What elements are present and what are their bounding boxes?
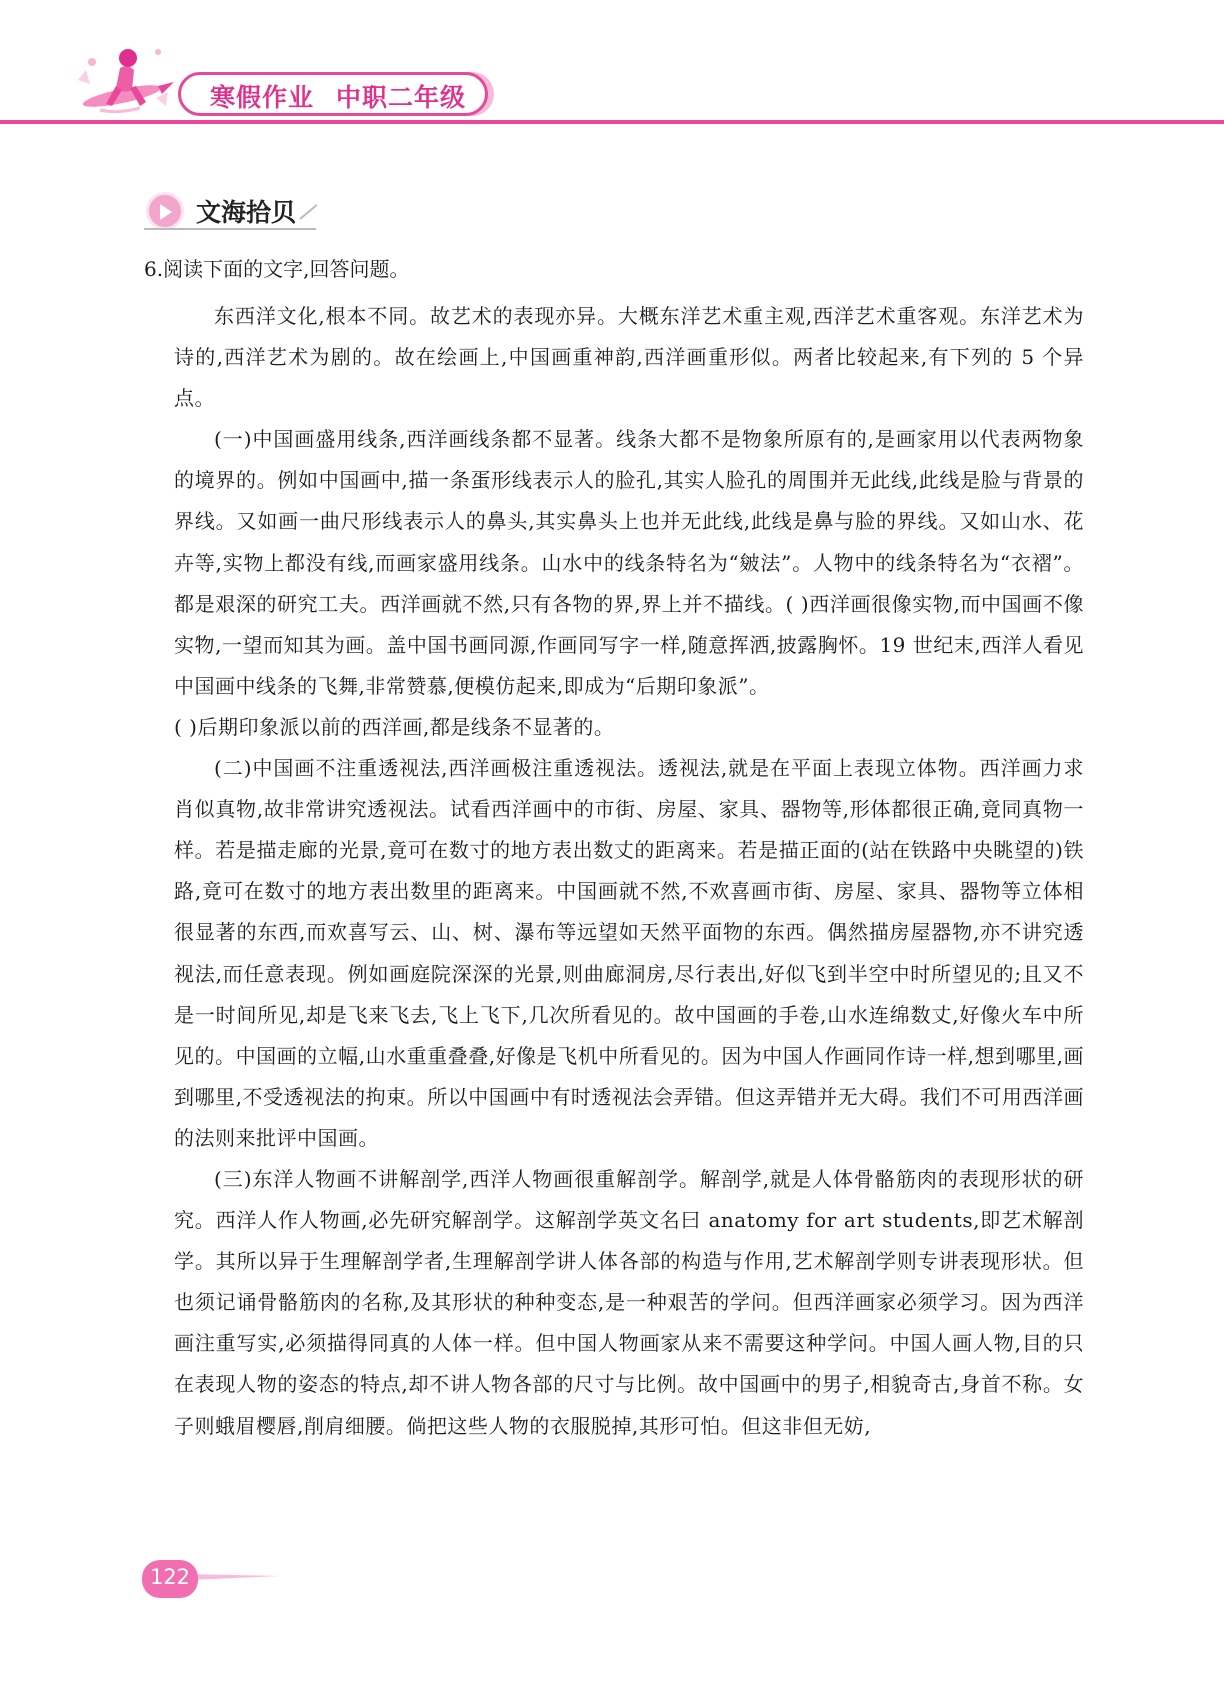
header-title xyxy=(210,78,466,114)
series-label: 寒假作业 xyxy=(210,83,315,112)
page-header xyxy=(0,0,1224,130)
article-paragraph: 东西洋文化,根本不同。故艺术的表现亦异。大概东洋艺术重主观,西洋艺术重客观。东洋艺术为诗的,西洋艺术为剧的。故在绘画上,中国画重神韵,西洋画重形似。两者比较起来,有下列的 5 个异点。 xyxy=(174,304,1084,411)
article-paragraph: ( )后期印象派以前的西洋画,都是线条不显著的。 xyxy=(174,714,615,739)
girl-on-pencil-logo-icon xyxy=(70,40,180,122)
article-paragraph: (三)东洋人物画不讲解剖学,西洋人物画很重解剖学。解剖学,就是人体骨骼筋肉的表现形状的研究。西洋人作人物画,必先研究解剖学。这解剖学英文名曰 anatomy for art students,即艺术解剖学。其所以异于生理解剖学者,生理解剖学讲人体各部的构造与作用,艺术解剖学则专讲表现形状。但也须记诵骨骼筋肉的名称,及其形状的种种变态,是一种艰苦的学问。但西洋画家必须学习。因为西洋画注重写实,必须描得同真的人体一样。但中国人物画家从来不需要这种学问。中国人画人物,目的只在表现人物的姿态的特点,却不讲人物各部的尺寸与比例。故中国画中的男子,相貌奇古,身首不称。女子则蛾眉樱唇,削肩细腰。倘把这些人物的衣服脱掉,其形可怕。但这非但无妨, xyxy=(174,1166,1084,1438)
page-number: 122 xyxy=(149,1565,191,1589)
grade-label: 中职二年级 xyxy=(336,83,467,112)
header-divider xyxy=(0,120,1224,124)
article-body xyxy=(174,296,1084,1447)
question-prompt: 6.阅读下面的文字,回答问题。 xyxy=(144,257,410,281)
section-underline-tail xyxy=(299,204,317,220)
page-number-tail xyxy=(190,1574,280,1580)
article-paragraph: (一)中国画盛用线条,西洋画线条都不显著。线条大都不是物象所原有的,是画家用以代表两物象的境界的。例如中国画中,描一条蛋形线表示人的脸孔,其实人脸孔的周围并无此线,此线是脸与背景的界线。又如画一曲尺形线表示人的鼻头,其实鼻头上也并无此线,此线是鼻与脸的界线。又如山水、花卉等,实物上都没有线,而画家盛用线条。山水中的线条特名为“皴法”。人物中的线条特名为“衣褶”。都是艰深的研究工夫。西洋画就不然,只有各物的界,界上并不描线。( )西洋画很像实物,而中国画不像实物,一望而知其为画。盖中国书画同源,作画同写字一样,随意挥洒,披露胸怀。19 世纪末,西洋人看见中国画中线条的飞舞,非常赞慕,便模仿起来,即成为“后期印象派”。 xyxy=(174,427,1084,698)
section-underline xyxy=(144,228,316,230)
section-title: 文海拾贝 xyxy=(196,198,297,227)
play-arrow-icon xyxy=(146,192,184,230)
article-paragraph: (二)中国画不注重透视法,西洋画极注重透视法。透视法,就是在平面上表现立体物。西洋画力求肖似真物,故非常讲究透视法。试看西洋画中的市街、房屋、家具、器物等,形体都很正确,竟同真物一样。若是描走廊的光景,竟可在数寸的地方表出数丈的距离来。若是描正面的(站在铁路中央眺望的)铁路,竟可在数寸的地方表出数里的距离来。中国画就不然,不欢喜画市街、房屋、家具、器物等立体相很显著的东西,而欢喜写云、山、树、瀑布等远望如天然平面物的东西。偶然描房屋器物,亦不讲究透视法,而任意表现。例如画庭院深深的光景,则曲廊洞房,尽行表出,好似飞到半空中时所望见的;且又不是一时间所见,却是飞来飞去,飞上飞下,几次所看见的。故中国画的手卷,山水连绵数丈,好像火车中所见的。中国画的立幅,山水重重叠叠,好像是飞机中所看见的。因为中国人作画同作诗一样,想到哪里,画到哪里,不受透视法的拘束。所以中国画中有时透视法会弄错。但这弄错并无大碍。我们不可用西洋画的法则来批评中国画。 xyxy=(174,756,1084,1150)
